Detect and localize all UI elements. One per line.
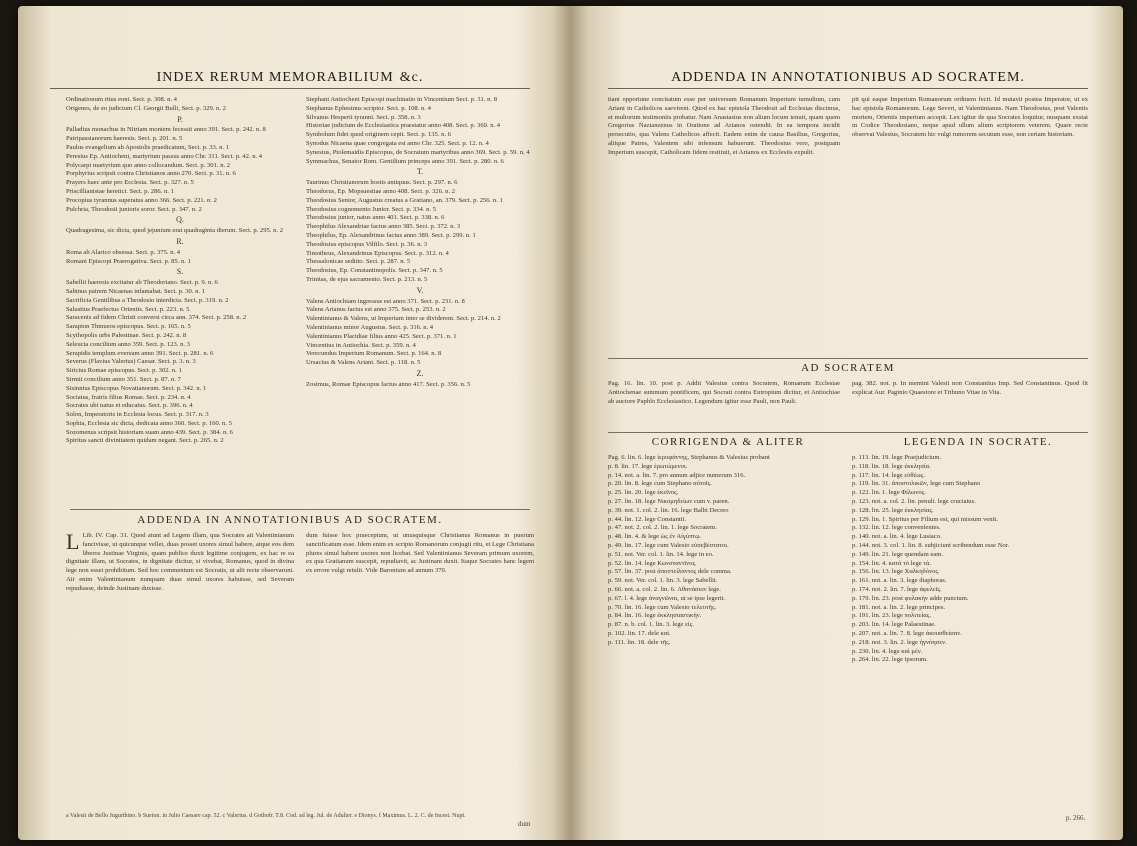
index-entry: p. 49. lin. 17. lege cum Valesio εὐσεβέστατοι. — [608, 541, 729, 549]
index-entry: Sacrificia Gentilibus a Theodosio interdicta. Sect. p. 319. n. 2 — [66, 296, 229, 304]
index-letter-heading: R. — [176, 236, 184, 246]
index-entry: Symmachus, Senator Rom. Gentilium princeps anno 391. Sect. p. 280. n. 6 — [306, 157, 504, 165]
index-entry: Valens Arianus factus est anno 375. Sect. p. 253. n. 2 — [306, 306, 446, 314]
index-entry: p. 123. not. a. col. 2. lin. penult. lege cruciatus. — [852, 497, 976, 505]
index-entry: p. 144. not. 3. col. 1. lin. 8. subjiciunt scribendum esse Nor. — [852, 541, 1010, 549]
index-entry: Sabinus patrem Nicaenas infamabat. Sect. p. 30. n. 1 — [66, 287, 205, 295]
index-entry: Prayers haec ante pro Ecclesia. Sect. p. 327. n. 5 — [66, 179, 194, 187]
book-gutter — [553, 6, 588, 840]
index-entry: p. 67. l. 4. lege ἀναγνῶναι, ut se ipse legerit. — [608, 594, 726, 602]
right-page — [588, 6, 1108, 840]
index-entry: p. 174. not. 2. lin. 7. lege ἀφελεῖς. — [852, 585, 942, 593]
index-letter-heading: T. — [416, 167, 424, 177]
index-entry: p. 102. lin. 17. dele καὶ. — [608, 629, 671, 637]
index-entry: p. 39. not. 1. col. 2. lin. 16. lege Balbi Decreo — [608, 506, 729, 514]
left-head-rule — [50, 88, 530, 89]
index-entry: Pulchria, Theodosii junioris soror. Sect. p. 347. n. 2 — [66, 205, 202, 213]
legenda-heading: LEGENDA IN SOCRATE. — [903, 436, 1053, 448]
index-entry: Socrates ubi natus et educatus. Sect. p. 396. n. 4 — [66, 402, 193, 410]
index-entry: Paulus evangelium ab Apostolis praedicatum, Sect. p. 33. n. 1 — [66, 143, 229, 151]
index-entry: p. 230. lin. 4. lege καὶ μὲν. — [852, 647, 923, 655]
index-entry: p. 25. lin. 20. lege ἐκεῖνος. — [608, 489, 679, 497]
index-entry: Symbolum fidei quod originem cepit. Sect. p. 135. n. 6 — [306, 131, 452, 139]
addendum-column-left: Pag. 16. lin. 10. post p. Addit Valesius contra Socratem, Romanum Ecclesiae Antiochenae summum pontificem, qui Socrati contra Eutropium dicitur, et Antiochiae ab auctore Paphlo Ecclesiastico. Legendum igitur esse Pauli, non Pauli. — [608, 380, 840, 405]
index-entry: Valentinianus Placidiae filius anno 425. Sect. p. 371. n. 1 — [306, 332, 457, 340]
index-entry: Silvanus Hesperii tyranni. Sect. p. 358. n. 3 — [306, 113, 421, 121]
index-entry: Synesius, Ptolemaidis Episcopus, de Socratum martyribus anno 369. Sect. p. 59. n. 4 — [306, 148, 530, 156]
index-entry: p. 44. lin. 12. lege Constantii. — [608, 515, 687, 523]
index-entry: Polycarpi martyrium quo anno collocandum. Sect. p. 301. n. 2 — [66, 161, 231, 169]
corrigenda-rule — [608, 432, 1088, 433]
index-entry: Ordinationum ritus eoni. Sect. p. 308. n. 4 — [66, 96, 177, 103]
addenda-column-left: L Lib. IV. Cap. 31. Quod aiunt ad Legem illam, qua Socrates ait Valentinianum fancivisse, ut quicunque vellet, duas posset uxores simul habere, atque eos dem liberos Justinae Virginis, quam publice duxit legitime conjugem, ex hac re ea dignitate illam, ut Socrates, in dignitate dicitur, si vivebat, Romanus, quod in divina lege non esset prohibitum. Sed hoc commentum est Socratis, ut alii recte observarunt. Ait enim Valentinianum nunquam duas simul uxores habuisse, sed Severam repudiasse, deinde Justinam duxisse. — [66, 532, 294, 592]
index-entry: Trinitas, de ejus sacramento. Sect. p. 213. n. 5 — [306, 275, 428, 283]
index-entry: Palladius monachus in Nitriam montem fecessit anno 391. Sect. p. 242. n. 8 — [66, 126, 266, 134]
index-entry: p. 119. lin. 31. ἀποστολικῶν, lege cum Stephano — [852, 480, 981, 488]
corrigenda-column-right — [852, 454, 1088, 808]
index-entry: p. 47. not. 2. col. 2. lin. 1. lege Socratem. — [608, 524, 717, 532]
index-entry: Zosimus, Romae Episcopus factus anno 417. Sect. p. 356. n. 5 — [306, 380, 471, 388]
index-entry: p. 122. lin. 1. lege Φίλωνος. — [852, 489, 926, 497]
index-entry: Theodosius junior, natus anno 401. Sect. p. 338. n. 6 — [306, 214, 445, 222]
index-letter-heading: Q. — [176, 215, 184, 225]
index-entry: p. 117. lin. 14. lege εὐθέως. — [852, 471, 925, 479]
index-entry: Siricius Romae episcopus. Sect. p. 302. n. 1 — [66, 367, 182, 375]
index-entry: p. 87. n. b. col. 1. lin. 3. lege εἰς. — [608, 621, 694, 629]
addendum-heading: AD SOCRATEM — [801, 362, 895, 374]
index-entry: Romani Episcopi Praerogativa. Sect. p. 85. n. 1 — [66, 257, 191, 265]
index-entry: p. 128. lin. 25. lege ἐκκλησίας. — [852, 506, 934, 514]
index-entry: Theophilus, Ep. Alexandrinus factus anno 389. Sect. p. 299. n. 1 — [306, 231, 476, 239]
section-rule — [70, 509, 530, 510]
index-entry: p. 111. lin. 18. dele τῆς. — [608, 638, 671, 646]
index-entry: p. 218. not. 3. lin. 2. lege ἠγνόησεν. — [852, 638, 947, 646]
index-entry: Severus (Flavius Valerius) Caesar. Sect. p. 3. n. 3 — [66, 358, 196, 366]
index-entry: Sirmii concilium anno 351. Sect. p. 87. n. 7 — [66, 375, 181, 383]
index-entry: Sophia, Ecclesia sic dicta, dedicata anno 360. Sect. p. 160. n. 5 — [66, 419, 232, 427]
index-entry: p. 264. lin. 22. lege ipsorum. — [852, 656, 928, 664]
index-entry: p. 27. lin. 18. lege Νικομηδείων cum v. paren. — [608, 497, 730, 505]
index-entry: Seleucia concilium anno 359. Sect. p. 123. n. 3 — [66, 340, 190, 348]
index-entry: p. 154. lin. 4. κατὰ τὸ lege τὰ. — [852, 559, 932, 567]
index-entry: p. 14. not. a. lin. 7. pro annum adjice numerum 316. — [608, 471, 746, 479]
index-entry: Saracenis ad fidem Christi conversi circa ann. 374. Sect. p. 258. n. 2 — [66, 314, 247, 322]
index-entry: Priscillianistae heretici. Sect. p. 286. n. 1 — [66, 187, 174, 195]
index-entry: p. 149. lin. 21. lege quendam eam. — [852, 550, 944, 558]
index-entry: Valentinianus & Valens, ut Imperium inter se dividerent. Sect. p. 214. n. 2 — [306, 315, 501, 323]
index-entry: p. 57. lin. 37. post ἀποστείλαντος dele comma. — [608, 568, 732, 576]
index-entry: p. 84. lin. 16. lege ἐκκλησιαστικὴν. — [608, 612, 702, 620]
index-entry: p. 203. lin. 14. lege Palaestinae. — [852, 621, 936, 629]
index-entry: p. 191. lin. 23. lege πολιτείας. — [852, 612, 931, 620]
index-entry: p. 140. not. a. lin. 4. lege Lusiaco. — [852, 533, 942, 541]
index-entry: p. 179. lin. 23. post φυλακὴν adde punctum. — [852, 594, 969, 602]
index-entry: Valentinianus minor Augustus. Sect. p. 316. n. 4 — [306, 323, 434, 331]
index-entry: p. 70. lin. 16. lege cum Valesio τελευτῆς. — [608, 603, 717, 611]
index-entry: Solon, Imperatoris in Ecclesia locus. Sect. p. 317. n. 3 — [66, 411, 209, 419]
index-entry: Serapidis templum eversum anno 391. Sect. p. 281. n. 6 — [66, 349, 214, 357]
open-book — [18, 6, 1123, 840]
addendum-column-right: pag. 382. not. p. In memini Valesii non Constantius Imp. Sed Constantinus. Quod fit explicat Aur. Paginio Quaestore et Tribuno Vitae in Vita. — [852, 380, 1088, 396]
footnotes: a Valesii de Bello Jugurthino. b Sueton. in Julio Caesare cap. 52. c Valerius. d Gothofr. T.8. Cod. ad leg. Jul. de Adulter. e Dionys. f Maximus. L. 2. C. de Incest. Nupt. — [66, 813, 466, 819]
dropcap-l: L — [66, 532, 80, 554]
index-entry: p. 20. lin. 8. lege cum Stephano αὐτοῖς. — [608, 480, 712, 488]
corrigenda-column-left — [608, 454, 840, 808]
index-entry: p. 52. lin. 14. lege Κωνσταντῖνος. — [608, 559, 697, 567]
right-running-head: ADDENDA IN ANNOTATIONIBUS AD SOCRATEM. — [671, 70, 1025, 85]
index-entry: Theodosius, Ep. Constantinopolis. Sect. p. 347. n. 5 — [306, 267, 443, 275]
index-entry: Stephanus Ephesinus scriptor. Sect. p. 108. n. 4 — [306, 104, 431, 112]
index-entry: Theophilus Alexandriae factus anno 385. Sect. p. 372. n. 3 — [306, 223, 461, 231]
index-entry: Roma ab Alarico obsessa. Sect. p. 375. n. 4 — [66, 248, 181, 256]
index-entry: Theodosius episcopus Vilfilo. Sect. p. 36. n. 3 — [306, 240, 428, 248]
index-entry: p. 181. not. a. lin. 2. lege principes. — [852, 603, 946, 611]
addendum-rule — [608, 358, 1088, 359]
index-letter-heading: V. — [416, 285, 424, 295]
left-running-head: INDEX RERUM MEMORABILIUM &c. — [156, 70, 424, 85]
index-entry: Spiritus sancti divinitatem quidam negant. Sect. p. 265. n. 2 — [66, 437, 224, 445]
index-entry: Vincentius in Antiochia. Sect. p. 359. n. 4 — [306, 341, 416, 349]
index-entry: Salustius Praefectus Orientis. Sect. p. 223. n. 5 — [66, 305, 190, 313]
index-entry: Procopius tyrannus superatus anno 366. Sect. p. 221. n. 2 — [66, 196, 217, 204]
index-entry: Theodosius cognomento Junior. Sect. p. 334. n. 5 — [306, 205, 437, 213]
index-entry: p. 59. not. Ver. col. 1. lin. 3. lege Sabellii. — [608, 577, 718, 585]
index-entry: Stephani Antiocheni Episcopi machinatio in Vincentium Sect. p. 31. n. 8 — [306, 96, 498, 103]
index-entry: Sozomenus scripsit historiam suam anno 439. Sect. p. 384. n. 6 — [66, 428, 233, 436]
right-head-rule — [608, 88, 1088, 89]
annotation-column-left: tiani opportune concitatum esse per universum Romanum Imperium tumultum, cum Ariani in Catholicos saevirent. Quod ex hac epistola Theodosii ad Ecclesias discimus, et multorum testimoniis probatur. Nam Anastasius non alium locum tenuit, quam quem Gregorius Nazianzenus in Oratione ad Arianos ostendit. In ea tempora incidit persecutio, qua Valens Catholicos affecit. Eadem enim de causa Basilius, Gregorius, aliique Patres, Valentem sibi infensum habuerunt. Theodosius vero, postquam Imperium suscepit, Catholicam fidem restituit, et Arianos ex Ecclesiis expulit. — [608, 96, 840, 156]
index-entry: p. 113. lin. 19. lege Praejudicium. — [852, 454, 942, 461]
index-entry: Taurinus Christianorum hostis antiquus. Sect. p. 297. n. 6 — [306, 179, 458, 187]
index-letter-heading: P. — [177, 114, 183, 124]
index-entry: Historiae judicium de Ecclesiastica praestatur anno 408. Sect. p. 369. n. 4 — [306, 122, 501, 130]
index-entry: Scythopolis urbs Palestinae. Sect. p. 242. n. 8 — [66, 331, 187, 339]
catchword-left: dum — [518, 820, 531, 828]
catchword-right: p. 266. — [1066, 814, 1086, 822]
index-entry: Quadragesima, sic dicta, quod jejunium erat quadraginta dierum. Sect. p. 295. n. 2 — [66, 227, 283, 235]
index-entry: p. 66. not. a. col. 2. lin. 6. Αθανάσιον lege. — [608, 585, 721, 593]
addenda-column-right: dum fuisse hoc praeceptum, ut unusquisque Christianus Romanus in puerum sanctificatum esse. Idem enim ex scripto Romanorum conjugii ritu, et Lege Christiana plures simul habere uxores non licebat. Sed Valentinianus Severam primum uxorem, ex qua Gratianum suscepit, repudiavit, ac Justinam duxit. Itaque Socrates hanc legem ex errore vulgi retulit. Vide Baronium ad annum 370. — [306, 532, 534, 575]
index-entry: p. 129. lin. 1. Spiritus per Filium est, qui missum venit. — [852, 515, 998, 523]
index-letter-heading: S. — [176, 267, 184, 277]
index-entry: Pag. 6. lin. 6. lege ἱεροφάντης, Stephanus & Valesius probant — [608, 454, 770, 461]
index-letter-heading: Z. — [416, 368, 424, 378]
index-entry: Patripassianorum haeresis. Sect. p. 201. n. 5 — [66, 135, 183, 143]
index-entry: p. 51. not. Ver. col. 1. lin. 14. lege in eo. — [608, 550, 714, 558]
index-entry: Verecundus Imperium Romanum. Sect. p. 164. n. 8 — [306, 350, 442, 358]
index-entry: Sisinnius Episcopus Novatianorum. Sect. p. 342. n. 1 — [66, 384, 207, 392]
index-entry: p. 118. lin. 18. lege ἐκκλησία. — [852, 462, 931, 470]
index-entry: p. 207. not. a. lin. 7. 8. lege ἀκουσθείσαν. — [852, 629, 962, 637]
index-entry: Theodorus, Ep. Mopsuestiae anno 408. Sect. p. 326. n. 2 — [306, 187, 456, 195]
index-entry: Thessalonicae seditio. Sect. p. 287. n. 5 — [306, 258, 411, 266]
index-entry: p. 8. lin. 17. lege ἐρωτώμενοι. — [608, 462, 688, 470]
index-entry: Sabellii haeresis excitatur ab Theodoriano. Sect. p. 9. n. 6 — [66, 279, 218, 287]
index-entry: Sarapion Thmueos episcopus. Sect. p. 165. n. 5 — [66, 323, 191, 331]
index-entry: p. 161. not. a. lin. 3. lege diaphoras. — [852, 577, 947, 585]
index-entry: Peresius Ep. Antiocheni, martyrium passus anno Chr. 311. Sect. p. 42. n. 4 — [66, 152, 263, 160]
index-entry: Ursacius & Valens Ariani. Sect. p. 118. n. 5 — [306, 359, 421, 367]
addenda-title: ADDENDA IN ANNOTATIONIBUS AD SOCRATEM. — [137, 514, 443, 526]
annotation-column-right: pit qui eaque Imperium Romanorum ordinem fecit. Id mutavit postea Imperator, ut ex hac epistola Romanorum. Lege Severi, ut Valentinianus. Nam Theodosius, post Valentis mortem, Orientis imperium accepit. Lex igitur de qua Socrates loquitur, nusquam exstat in Codice Theodosiano, neque apud ullum alium scriptorem veterem. Quare recte observat Valesius, Socratem hic vulgi rumorem secutum esse, non certam historiam. — [852, 96, 1088, 139]
index-entry: Sociatus, fratris filius Romae. Sect. p. 234. n. 4 — [66, 393, 191, 401]
index-entry: Valens Antiochiam ingressus est anno 371. Sect. p. 231. n. 8 — [306, 297, 465, 305]
index-entry: Theodosius Senior, Augustus creatus a Gratiano, an. 379. Sect. p. 256. n. 1 — [306, 196, 503, 204]
index-entry: p. 48. lin. 4. & lege ὡς ἐν Αἰγύπτῳ. — [608, 533, 702, 541]
index-entry: Synodus Nicaena quae congregata est anno Chr. 325. Sect. p. 12. n. 4 — [306, 139, 489, 147]
index-column-left — [66, 96, 294, 506]
index-entry: Porphyrius scripsit contra Christianos anno 270. Sect. p. 31. n. 6 — [66, 170, 236, 178]
index-entry: Timotheus, Alexandrinus Episcopus. Sect. p. 312. n. 4 — [306, 249, 449, 257]
index-entry: p. 132. lin. 12. lege convenientes. — [852, 524, 941, 532]
corrigenda-heading: CORRIGENDA & ALITER — [651, 436, 805, 448]
index-entry: Origenes, de eo judicium Cl. Georgii Bulli, Sect. p. 329. n. 2 — [66, 104, 226, 112]
left-page — [30, 6, 550, 840]
index-entry: p. 156. lin. 13. lege Χαλκηδόνος. — [852, 568, 940, 576]
